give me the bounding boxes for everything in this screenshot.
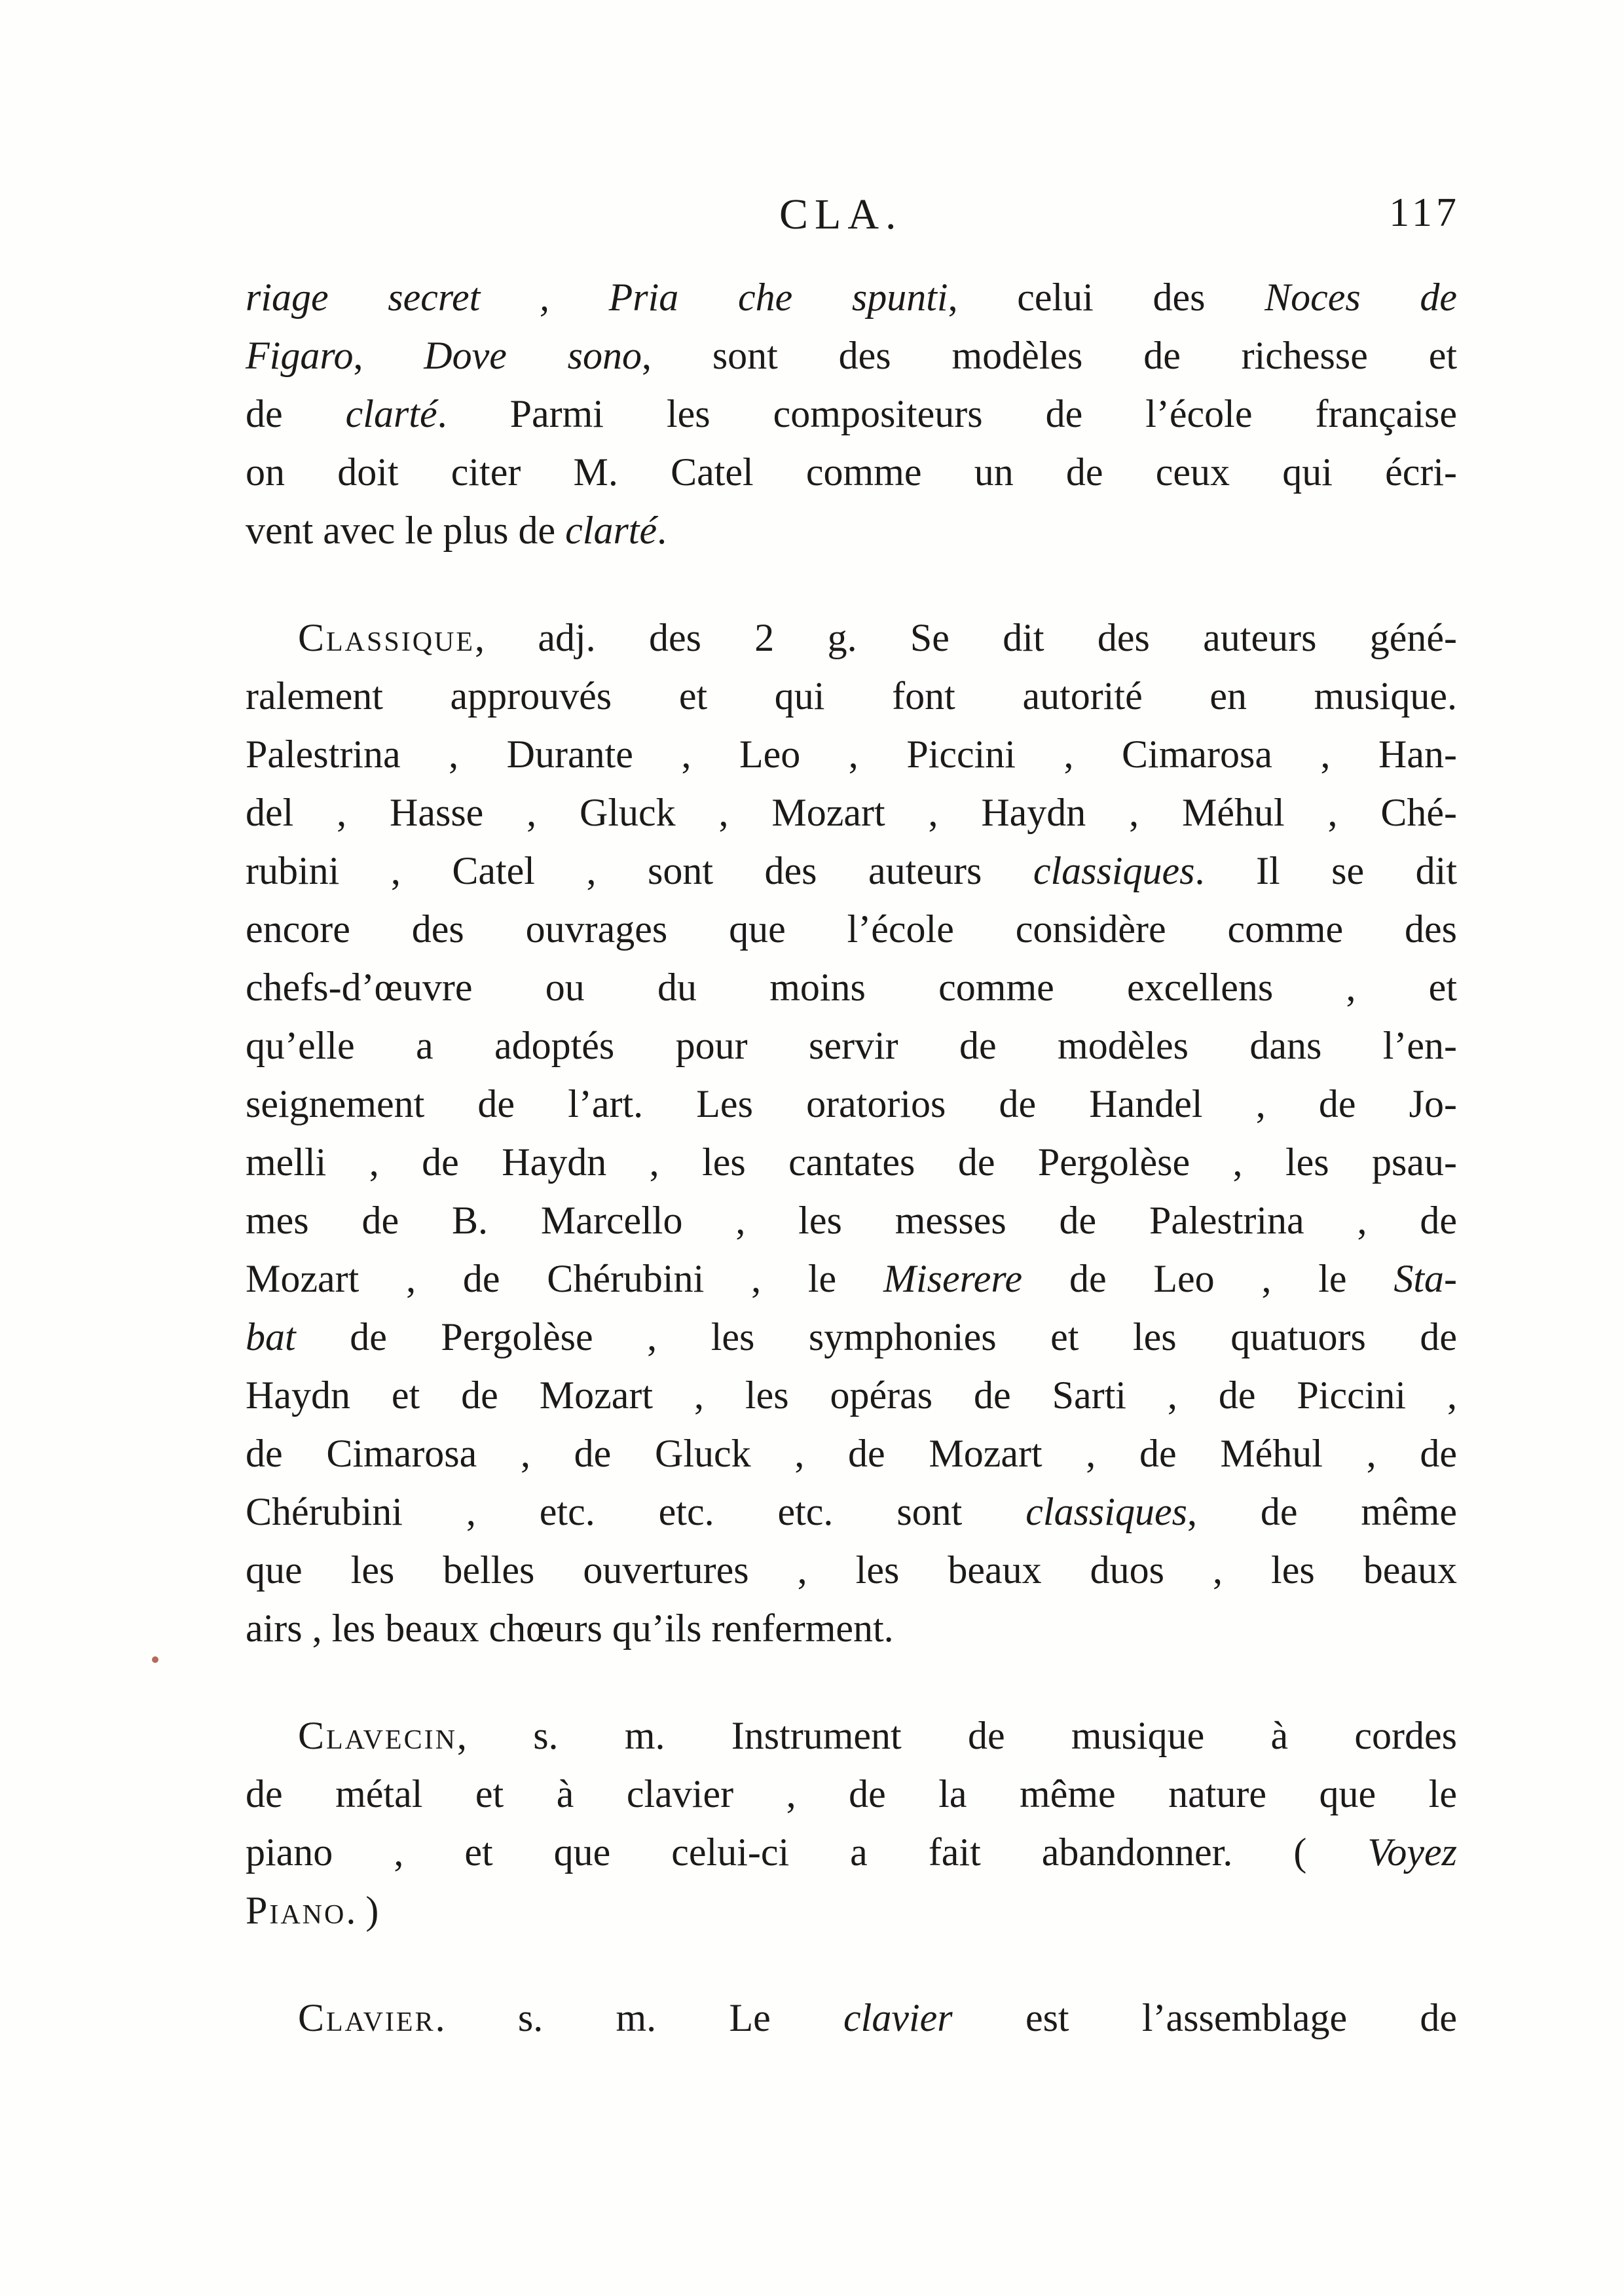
entry-term: Clavier [298, 1996, 435, 2039]
text: de Leo , le [1069, 1257, 1347, 1300]
entry-clavier [246, 1989, 1457, 2047]
text-line [246, 1308, 1457, 1366]
italic-text: classiques [1025, 1490, 1187, 1533]
italic-text: classiques [1033, 849, 1195, 892]
text: . Il se dit [1194, 849, 1457, 892]
italic-text: clarté [345, 392, 437, 435]
text: , adj. des 2 g. Se dit des auteurs géné- [475, 616, 1457, 659]
text: , s. m. Instrument de musique à cordes [456, 1714, 1457, 1757]
text-line [246, 842, 1457, 900]
text: . [657, 509, 667, 552]
text: de Pergolèse , les symphonies et les quatuors de [350, 1315, 1458, 1358]
entry-term: Clavecin [298, 1714, 457, 1757]
text-line: on doit citer M. Catel comme un de ceux qui écri- [246, 450, 1457, 494]
text-line: de Cimarosa , de Gluck , de Mozart , de Méhul , de [246, 1432, 1457, 1475]
text-line: ralement approuvés et qui font autorité en musique. [246, 674, 1457, 718]
paragraph-gap [246, 560, 1457, 609]
text-line: Palestrina , Durante , Leo , Piccini , Cimarosa , Han- [246, 733, 1457, 776]
text: , sont des modèles de richesse et [642, 334, 1457, 377]
text-line [246, 1707, 1457, 1765]
text-line [246, 1483, 1457, 1541]
running-title: CLA. [779, 191, 903, 238]
text-line: qu’elle a adoptés pour servir de modèles dans l’en- [246, 1024, 1457, 1067]
text: , de même [1187, 1490, 1457, 1533]
text-line [246, 327, 1457, 385]
text: vent avec le plus de [246, 509, 556, 552]
text-line [246, 1882, 1457, 1940]
italic-text: Sta- [1393, 1257, 1458, 1300]
italic-text: clavier [843, 1996, 953, 2039]
page-number: 117 [1389, 191, 1460, 235]
text: . ) [346, 1889, 379, 1932]
text: . s. m. Le [435, 1996, 771, 2039]
text: , [353, 334, 363, 377]
italic-text: Pria che spunti [608, 276, 948, 319]
text-line: chefs-d’œuvre ou du moins comme excellens , et [246, 966, 1457, 1009]
text-line: mes de B. Marcello , les messes de Palestrina , de [246, 1199, 1457, 1242]
italic-text: Noces de [1264, 276, 1458, 319]
entry-classique [246, 609, 1457, 1658]
text-line: del , Hasse , Gluck , Mozart , Haydn , Méhul , Ché- [246, 791, 1457, 834]
italic-text: Dove sono [424, 334, 642, 377]
italic-text: bat [246, 1315, 296, 1358]
cross-reference: Piano [246, 1889, 346, 1932]
stray-ink-mark [152, 1656, 158, 1663]
entry-term: Classique [298, 616, 475, 659]
text-line [246, 1823, 1457, 1882]
text-line: Haydn et de Mozart , les opéras de Sarti , de Piccini , [246, 1374, 1457, 1417]
text: , celui des [948, 276, 1206, 319]
paragraph-gap [246, 1658, 1457, 1707]
text-line: melli , de Haydn , les cantates de Pergolèse , les psau- [246, 1140, 1457, 1184]
italic-text: Voyez [1367, 1831, 1457, 1874]
text: est l’assemblage de [1025, 1996, 1458, 2039]
text: Chérubini , etc. etc. etc. sont [246, 1490, 963, 1533]
text-line [246, 1989, 1457, 2047]
continuation-paragraph [246, 268, 1457, 560]
text-line: encore des ouvrages que l’école considère comme des [246, 907, 1457, 951]
text-line [246, 609, 1457, 667]
text-line [246, 268, 1457, 327]
italic-text: Figaro [246, 334, 354, 377]
italic-text: riage secret , [246, 276, 549, 319]
text: piano , et que celui-ci a fait abandonner. ( [246, 1831, 1307, 1874]
text-line [246, 501, 1457, 560]
text-line: de métal et à clavier , de la même nature que le [246, 1772, 1457, 1815]
text-line: seignement de l’art. Les oratorios de Handel , de Jo- [246, 1082, 1457, 1125]
dictionary-text [246, 268, 1457, 2047]
text-line: airs , les beaux chœurs qu’ils renferment. [246, 1607, 894, 1650]
text-line: que les belles ouvertures , les beaux duos , les beaux [246, 1548, 1457, 1592]
text: rubini , Catel , sont des auteurs [246, 849, 982, 892]
text: Mozart , de Chérubini , le [246, 1257, 837, 1300]
text: . Parmi les compositeurs de l’école française [437, 392, 1458, 435]
paragraph-gap [246, 1940, 1457, 1989]
text-line [246, 385, 1457, 443]
entry-clavecin [246, 1707, 1457, 1940]
text-line [246, 1250, 1457, 1308]
running-head [242, 190, 1467, 255]
italic-text: clarté [565, 509, 657, 552]
text: de [246, 392, 283, 435]
italic-text: Miserere [883, 1257, 1023, 1300]
